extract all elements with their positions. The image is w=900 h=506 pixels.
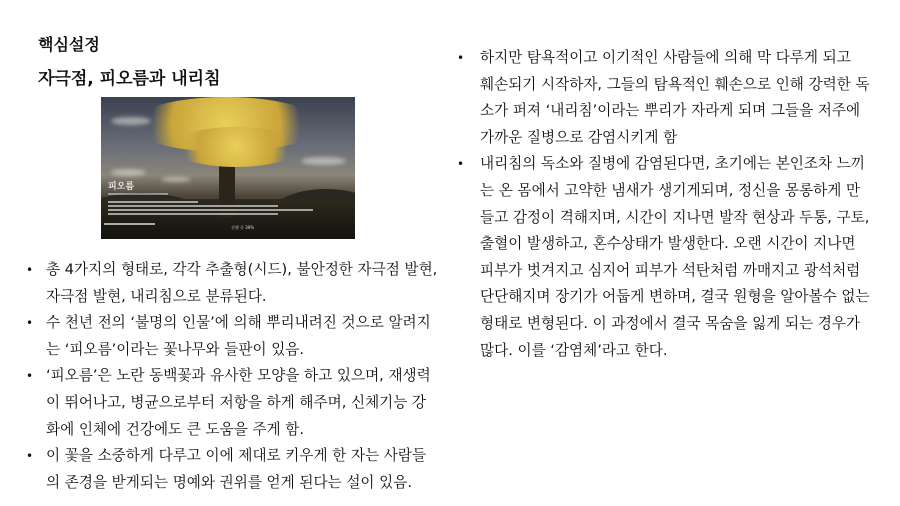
- bullet-text-line: 는 온 몸에서 고약한 냄새가 생기게되며, 정신을 몽롱하게 만: [480, 181, 861, 199]
- section-heading: 핵심설정: [38, 35, 100, 54]
- bullet-text-line: 자극점 발현, 내리침으로 분류된다.: [46, 287, 267, 305]
- image-progress-bar: [104, 223, 155, 225]
- bullet-icon: •: [26, 316, 34, 331]
- bullet-item: [457, 151, 870, 364]
- bullet-item: [26, 310, 437, 363]
- bullet-text-line: 단단해지며 장기가 어둡게 변하며, 결국 원형을 알아볼수 없는: [480, 288, 870, 306]
- bullet-icon: •: [26, 449, 34, 464]
- bullet-text-line: 피부가 벗겨지고 심지어 피부가 석탄처럼 까매지고 광석처럼: [480, 261, 861, 279]
- bullet-item: [457, 45, 870, 151]
- bullet-item: [26, 257, 438, 310]
- bullet-text-line: 화에 인체에 건강에도 큰 도움을 주게 함.: [46, 420, 305, 438]
- bullet-text-line: 는 ‘피오름’이라는 꽃나무와 들판이 있음.: [46, 340, 305, 358]
- bullet-text-line: 형태로 변형된다. 이 과정에서 결국 목숨을 잃게 되는 경우가: [480, 314, 861, 332]
- bullet-text-line: ‘피오름’은 노란 동백꽃과 유사한 모양을 하고 있으며, 재생력: [46, 367, 431, 385]
- bullet-text-line: 출혈이 발생하고, 혼수상태가 발생한다. 오랜 시간이 지나면: [480, 235, 856, 253]
- left-bullet-list: [26, 257, 438, 496]
- bullet-text-line: 훼손되기 시작하자, 그들의 탐욕적인 훼손으로 인해 강력한 독: [480, 75, 870, 93]
- bullet-text-line: 많다. 이를 ‘감염체’라고 한다.: [480, 341, 668, 359]
- bullet-text-line: 들고 감정이 격해지며, 시간이 지나면 발작 현상과 두통, 구토,: [480, 208, 870, 226]
- bullet-text-line: 이 뛰어나고, 병균으로부터 저항을 하게 해주며, 신체기능 강: [46, 393, 427, 411]
- bullet-item: [26, 363, 437, 443]
- bullet-text-line: 가까운 질병으로 감염시키게 함: [480, 128, 678, 146]
- bullet-item: [26, 443, 437, 496]
- bullet-text-line: 의 존경을 받게되는 명예와 권위를 얻게 된다는 설이 있음.: [46, 473, 412, 491]
- bullet-text-line: 소가 퍼져 ‘내리침’이라는 뿌리가 자라게 되며 그들을 저주에: [480, 102, 861, 120]
- bullet-text-line: 내리침의 독소와 질병에 감염된다면, 초기에는 본인조차 느끼: [480, 155, 865, 173]
- bullet-icon: •: [26, 369, 34, 384]
- bullet-text-line: 수 천년 전의 ‘불명의 인물’에 의해 뿌리내려진 것으로 알려지: [46, 314, 431, 332]
- bullet-icon: •: [457, 157, 465, 172]
- bullet-text-line: 총 4가지의 형태로, 각각 추출형(시드), 불안정한 자극점 발현,: [46, 261, 438, 278]
- image-status: 진행 중 39%: [231, 225, 255, 230]
- right-bullet-list: [457, 45, 870, 364]
- bullet-text-line: 하지만 탐욕적이고 이기적인 사람들에 의해 막 다루게 되고: [480, 49, 851, 66]
- image-title: 피오름: [108, 182, 135, 192]
- section-subheading: 자극점, 피오름과 내리침: [38, 69, 221, 89]
- bullet-text-line: 이 꽃을 소중하게 다루고 이에 제대로 키우게 한 자는 사람들: [46, 447, 427, 465]
- bullet-icon: •: [26, 263, 34, 277]
- bullet-icon: •: [457, 51, 465, 65]
- pioreum-tree-illustration: [101, 97, 355, 239]
